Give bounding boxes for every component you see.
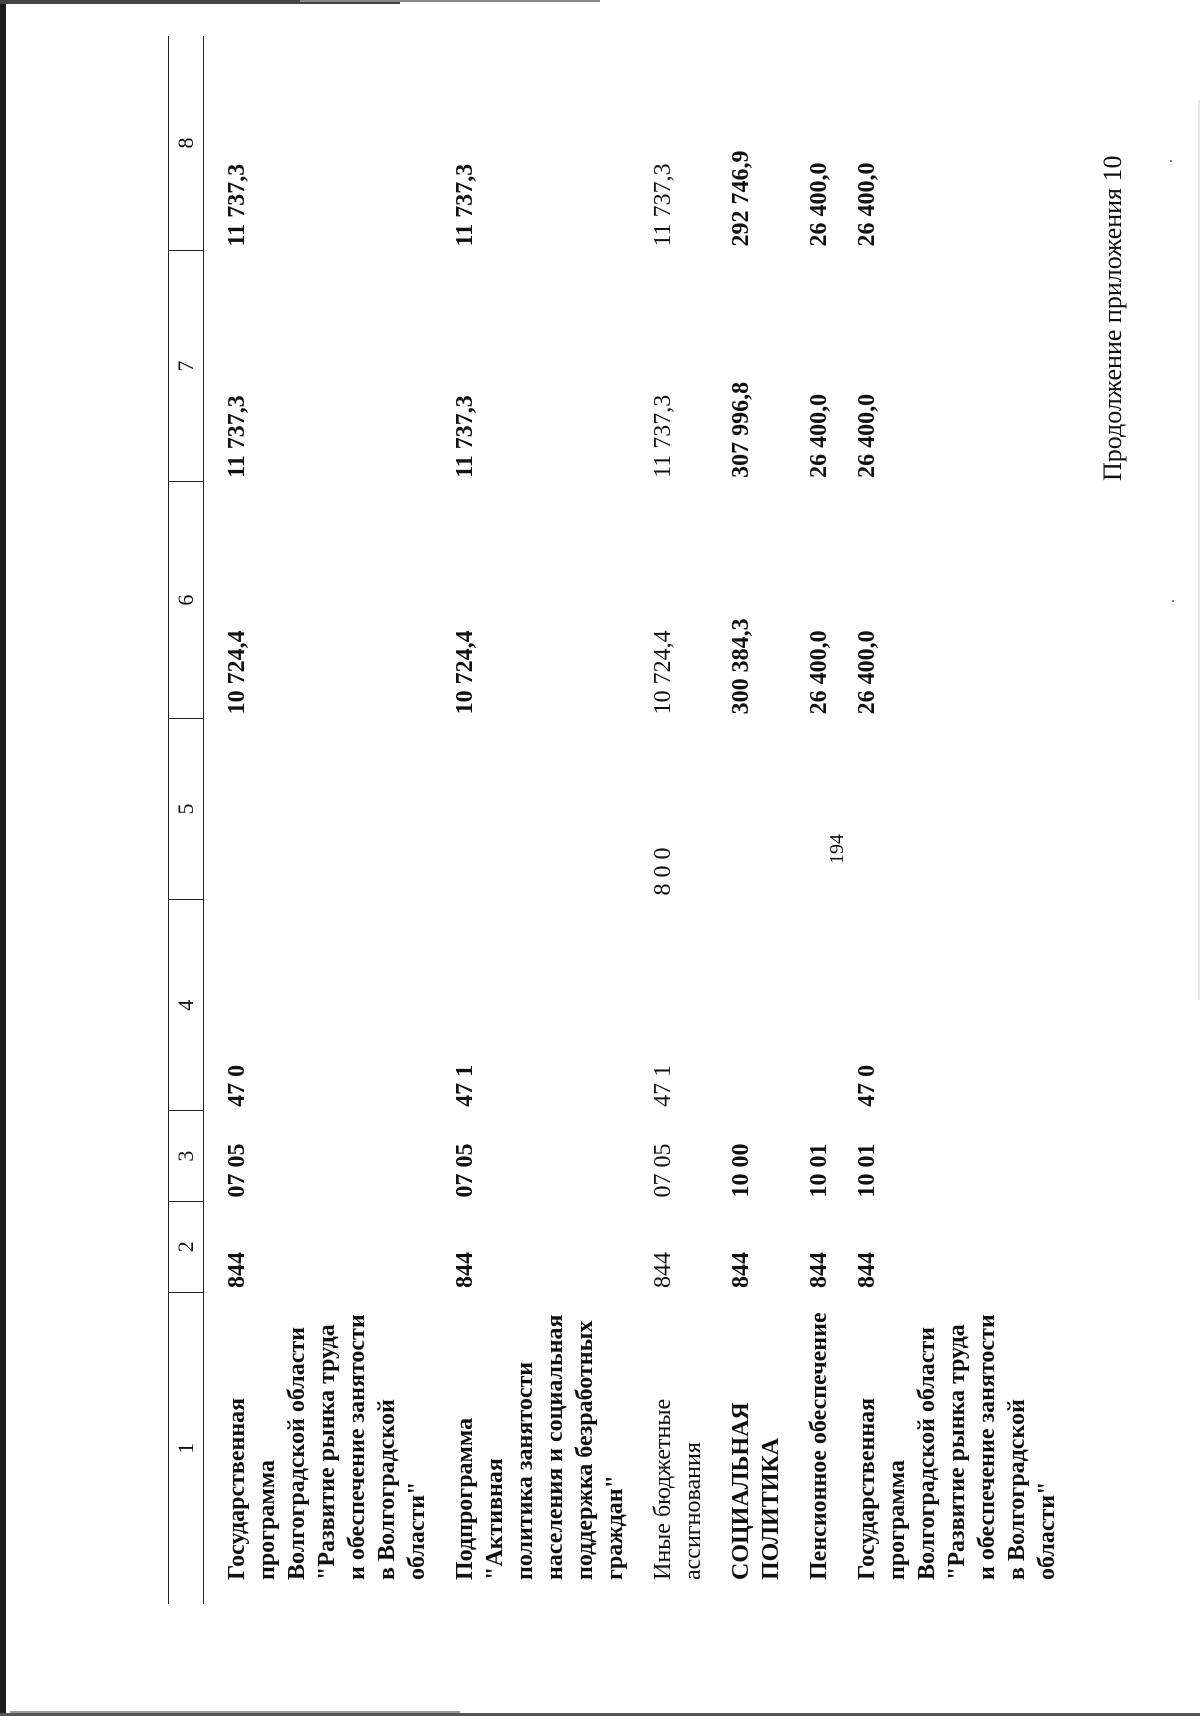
- section-code-cell: 10 00: [728, 1143, 754, 1198]
- column-header: 1: [169, 1292, 204, 1604]
- target-article-cell: [786, 900, 834, 1111]
- expense-type-cell: [432, 718, 630, 899]
- target-article-cell: 47 1: [452, 1064, 478, 1107]
- amount-cell: 26 400,0: [854, 393, 880, 478]
- table-row: [834, 36, 1062, 1604]
- target-article-cell: 47 0: [224, 1064, 250, 1107]
- expense-type-cell: 8 0 0: [650, 847, 676, 896]
- row-name-cell: СОЦИАЛЬНАЯ ПОЛИТИКА: [728, 1402, 784, 1580]
- table-row: [432, 36, 630, 1604]
- table-row: [786, 36, 834, 1604]
- expense-type-cell: [786, 718, 834, 899]
- row-name-cell: Государственная программа Волгоградской области "Развитие рынка труда и обеспечение занятости в Волгоградской области": [854, 1314, 1060, 1580]
- section-code-cell: 07 05: [650, 1143, 676, 1198]
- amount-cell: 11 737,3: [650, 163, 676, 247]
- row-name-cell: Пенсионное обеспечение: [806, 1312, 832, 1580]
- column-header: 2: [169, 1201, 204, 1292]
- amount-cell: 11 737,3: [452, 163, 478, 247]
- column-header: 8: [169, 36, 204, 250]
- amount-cell: 26 400,0: [806, 630, 832, 715]
- expense-type-cell: [708, 718, 786, 899]
- page-number: 194: [826, 834, 848, 864]
- amount-cell: 10 724,4: [224, 630, 250, 715]
- amount-cell: 307 996,8: [728, 381, 754, 478]
- row-name-cell: Иные бюджетные ассигнования: [650, 1398, 706, 1580]
- ministry-code-cell: 844: [728, 1252, 754, 1289]
- amount-cell: 11 737,3: [224, 395, 250, 478]
- row-name-cell: Подпрограмма "Активная политика занятости населения и социальная поддержка безработных граждан": [452, 1314, 628, 1580]
- amount-cell: 292 746,9: [728, 150, 754, 247]
- target-article-cell: 47 1: [650, 1064, 676, 1107]
- amount-cell: 11 737,3: [650, 394, 676, 478]
- expense-type-cell: [204, 718, 433, 899]
- ministry-code-cell: 844: [854, 1252, 880, 1289]
- amount-cell: 300 384,3: [728, 618, 754, 715]
- amount-cell: 11 737,3: [224, 163, 250, 247]
- row-name-cell: Государственная программа Волгоградской области "Развитие рынка труда и обеспечение занятости в Волгоградской области": [224, 1314, 430, 1580]
- column-header: 3: [169, 1111, 204, 1202]
- column-header: 4: [169, 900, 204, 1111]
- budget-table: [168, 36, 1062, 1604]
- ministry-code-cell: 844: [806, 1252, 832, 1289]
- table-row: [630, 36, 708, 1604]
- section-code-cell: 10 01: [806, 1143, 832, 1198]
- amount-cell: 26 400,0: [854, 162, 880, 247]
- expense-type-cell: [834, 718, 1062, 899]
- ministry-code-cell: 844: [452, 1252, 478, 1289]
- amount-cell: 26 400,0: [854, 630, 880, 715]
- section-code-cell: 10 01: [854, 1143, 880, 1198]
- table-row: [204, 36, 433, 1604]
- column-header: 6: [169, 482, 204, 719]
- amount-cell: 11 737,3: [452, 395, 478, 478]
- column-header: 7: [169, 250, 204, 481]
- table-header-row: [169, 36, 204, 1604]
- column-header: 5: [169, 718, 204, 899]
- target-article-cell: 47 0: [854, 1064, 880, 1107]
- ministry-code-cell: 844: [224, 1252, 250, 1289]
- ministry-code-cell: 844: [650, 1252, 676, 1289]
- amount-cell: 10 724,4: [650, 630, 676, 715]
- table-row: [708, 36, 786, 1604]
- amount-cell: 26 400,0: [806, 162, 832, 247]
- section-code-cell: 07 05: [224, 1143, 250, 1198]
- amount-cell: 26 400,0: [806, 393, 832, 478]
- section-code-cell: 07 05: [452, 1143, 478, 1198]
- amount-cell: 10 724,4: [452, 630, 478, 715]
- target-article-cell: [708, 900, 786, 1111]
- continuation-title: Продолжение приложения 10: [1098, 155, 1127, 481]
